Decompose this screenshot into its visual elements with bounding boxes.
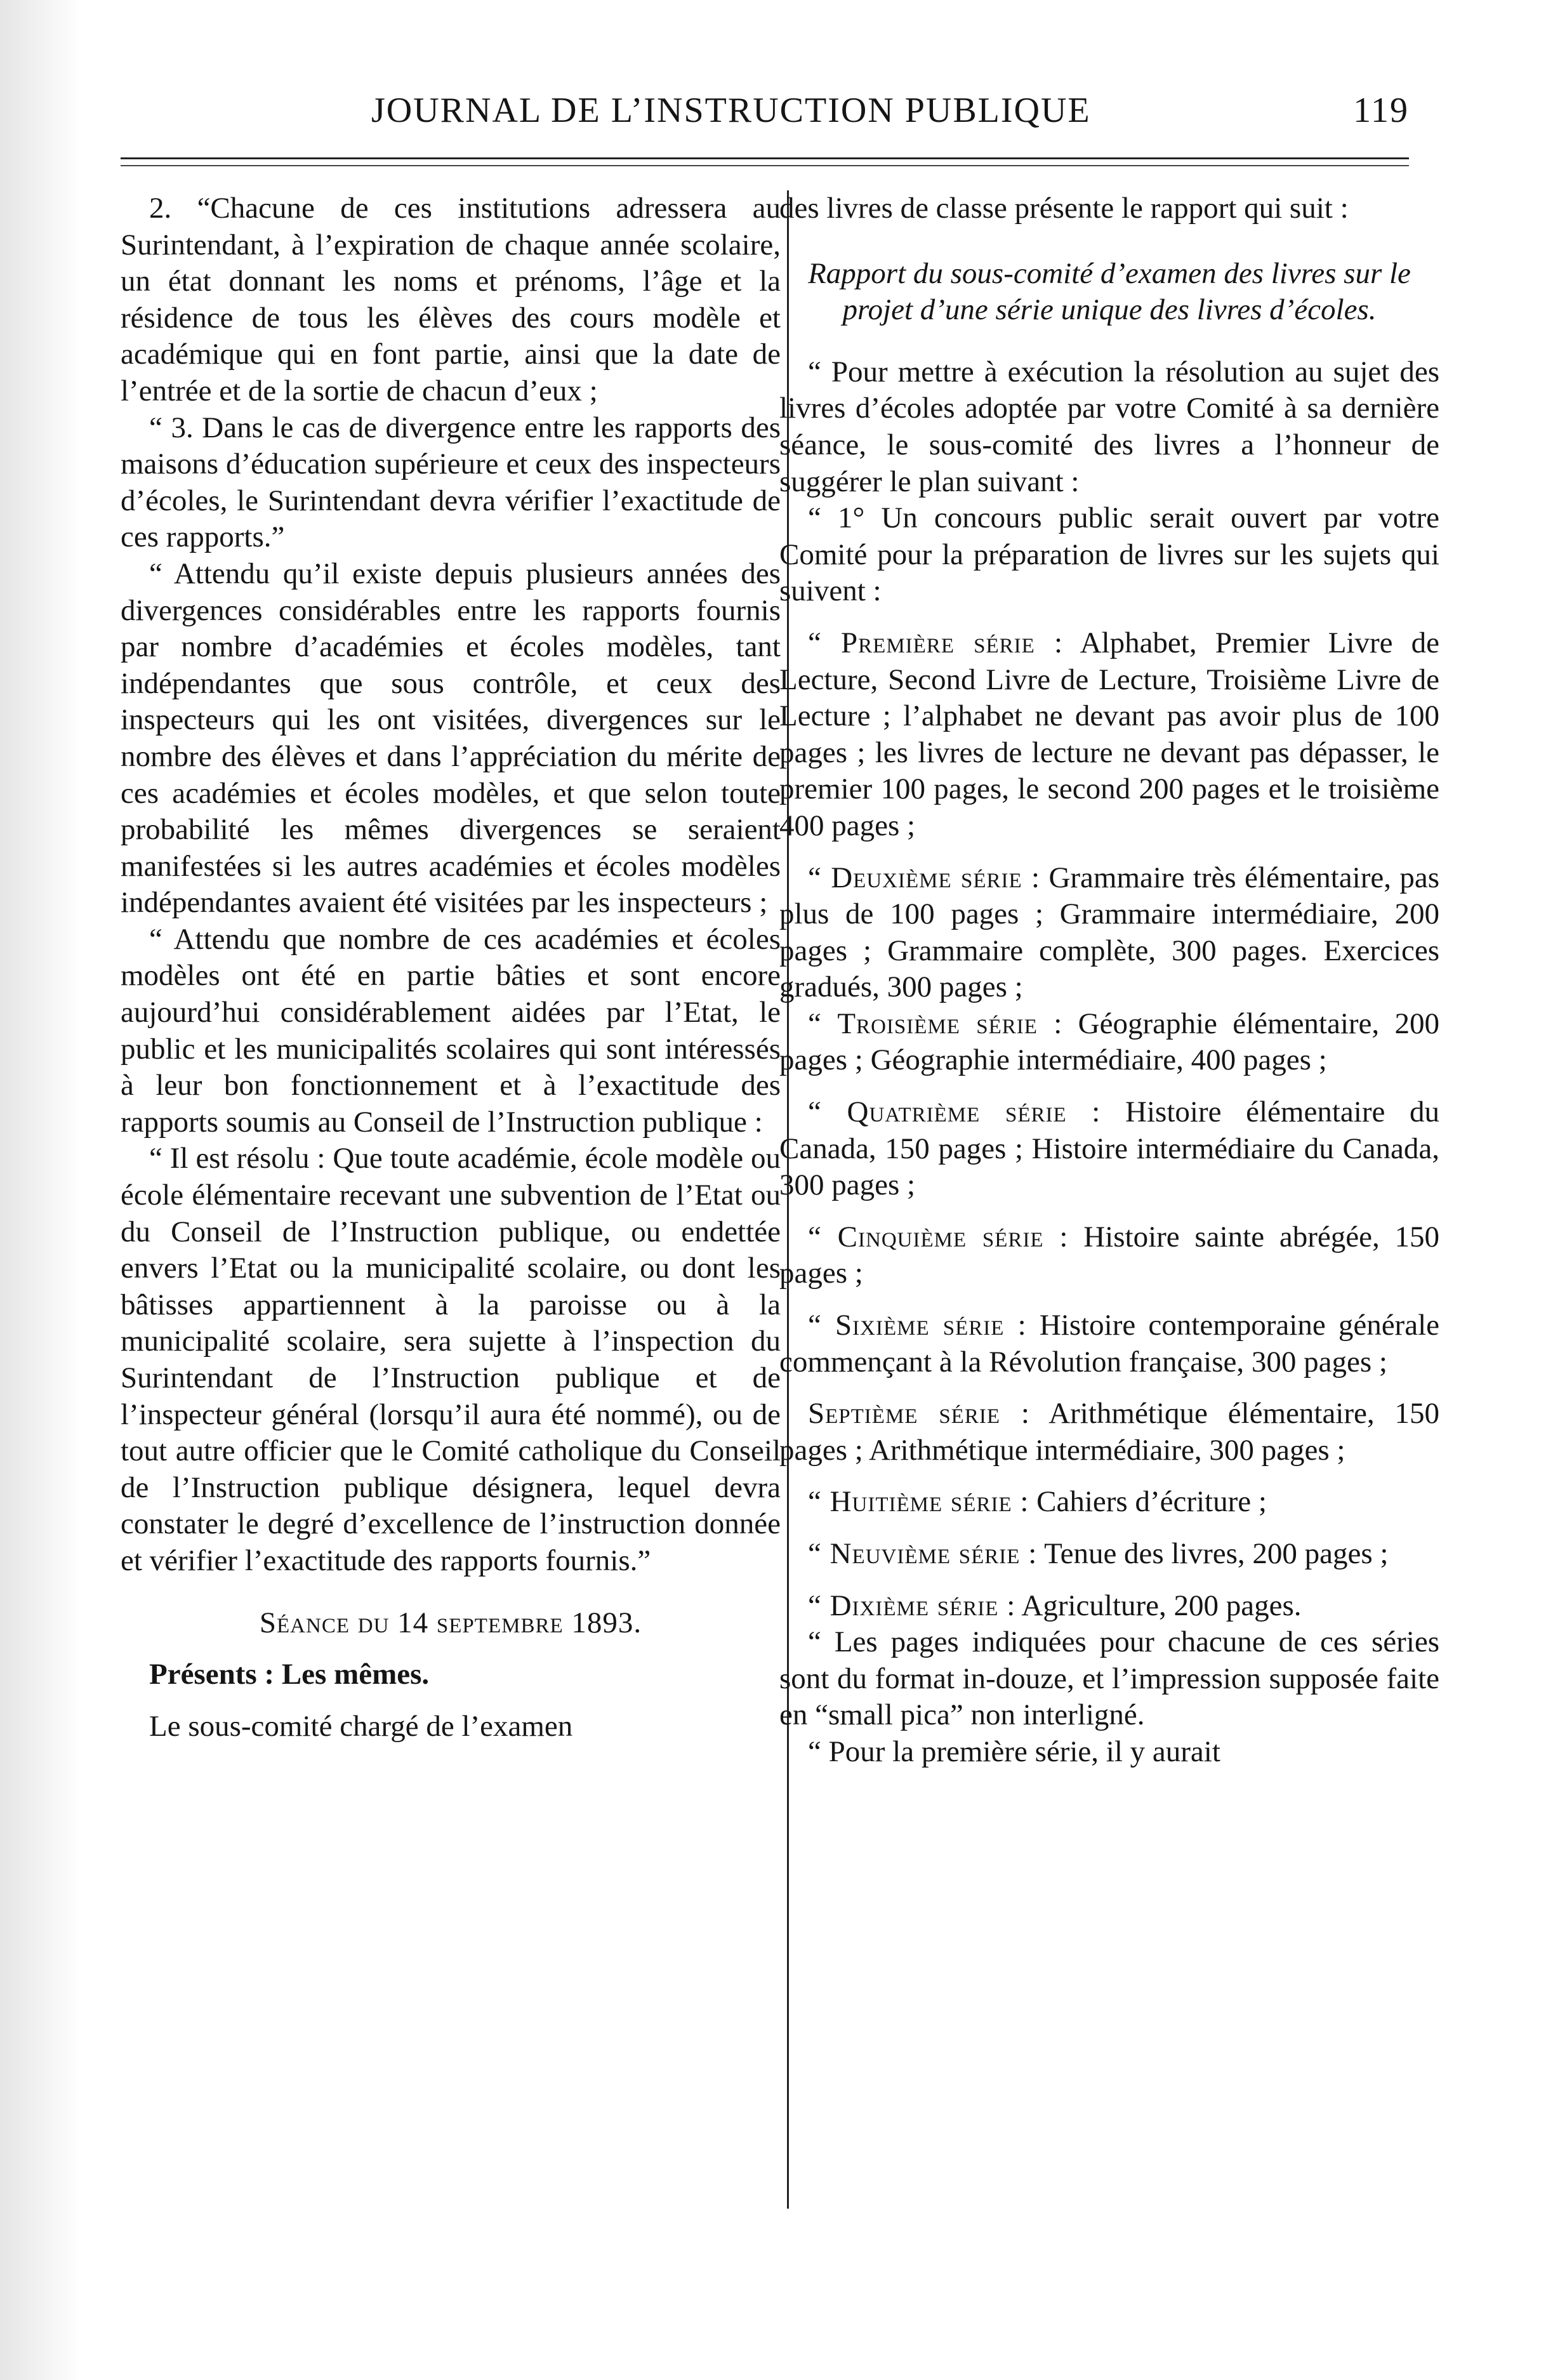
series-item (779, 1536, 1439, 1573)
series-text: Cahiers d’écriture ; (1029, 1485, 1267, 1519)
page-edge-shadow (0, 0, 83, 2380)
series-item (779, 1307, 1439, 1380)
series-label: “ Neuvième série : (808, 1537, 1038, 1570)
series-label: “ Deuxième série : (808, 861, 1041, 894)
paragraph: “ Pour la première série, il y aurait (808, 1735, 1220, 1768)
series-text: Histoire sainte abrégée, 150 pages ; (779, 1220, 1439, 1290)
series-label: “ Huitième série : (808, 1485, 1029, 1519)
series-text: Arithmétique élémentaire, 150 pages ; Arithmétique intermédiaire, 300 pages ; (779, 1397, 1440, 1467)
series-text: Grammaire très élémentaire, pas plus de 100 pages ; Grammaire intermédiaire, 200 pages ; Grammaire complète, 300 pages. Exercices gradués, 300 pages ; (779, 861, 1440, 1004)
series-label: “ Sixième série : (808, 1309, 1027, 1342)
series-text: Alphabet, Premier Livre de Lecture, Second Livre de Lecture, Troisième Livre de Lecture ; l’alphabet ne devant pas avoir plus de 100 pages ; les livres de lecture ne devant pas dépasser, le premier 100 pages, le second 200 pages et le troisième 400 pages ; (779, 626, 1439, 842)
series-label: “ Première série : (808, 626, 1064, 659)
series-text: Histoire contemporaine générale commençant à la Révolution française, 300 pages ; (779, 1309, 1439, 1378)
page-number: 119 (1353, 91, 1409, 130)
header-double-rule (121, 157, 1409, 166)
paragraph: “ 3. Dans le cas de divergence entre les rapports des maisons d’éducation supérieure et ceux des inspecteurs d’écoles, le Surintendant devra vérifier l’exactitude de ces rapports.” (121, 411, 781, 554)
series-item (779, 1588, 1439, 1625)
series-text: Tenue des livres, 200 pages ; (1037, 1537, 1389, 1570)
paragraph: “ Attendu que nombre de ces académies et écoles modèles ont été en partie bâties et sont encore aujourd’hui considérablement aidées par l’Etat, le public et les municipalités scolaires qui sont intéressés à leur bon fonctionnement et à l’exactitude des rapports soumis au Conseil de l’Instruction publique : (121, 922, 781, 1139)
paragraph: “ Les pages indiquées pour chacune de ces séries sont du format in-douze, et l’impression supposée faite en “small pica” non interligné. (779, 1625, 1439, 1732)
series-label: “ Troisième série : (808, 1007, 1063, 1040)
paragraph: 2. “Chacune de ces institutions adressera au Surintendant, à l’expiration de chaque année scolaire, un état donnant les noms et prénoms, l’âge et la résidence de tous les élèves des cours modèle et académique qui en font partie, ainsi que la date de l’entrée et de la sortie de chacun d’eux ; (121, 192, 781, 407)
right-column (779, 190, 1439, 1771)
series-item (779, 1396, 1439, 1469)
series-text: Géographie élémentaire, 200 pages ; Géographie intermédiaire, 400 pages ; (779, 1007, 1440, 1077)
paragraph: “ Pour mettre à exécution la résolution au sujet des livres d’écoles adoptée par votre Comité à sa dernière séance, le sous-comité des livres a l’honneur de suggérer le plan suivant : (779, 355, 1439, 498)
series-label: Septième série : (808, 1397, 1030, 1431)
series-label: “ Dixième série : (808, 1589, 1016, 1622)
series-item (779, 1219, 1439, 1292)
series-text: Histoire élémentaire du Canada, 150 pages ; Histoire intermédiaire du Canada, 300 pages ; (779, 1095, 1439, 1202)
series-item (779, 1094, 1439, 1204)
paragraph: Le sous-comité chargé de l’examen (149, 1709, 573, 1743)
series-item (779, 1484, 1439, 1521)
series-text: Agriculture, 200 pages. (1015, 1589, 1302, 1622)
series-label: “ Cinquième série : (808, 1220, 1069, 1253)
session-heading: Séance du 14 septembre 1893. (259, 1606, 642, 1639)
paragraph: des livres de classe présente le rapport qui suit : (779, 192, 1349, 225)
journal-title: JOURNAL DE L’INSTRUCTION PUBLIQUE (371, 91, 1091, 130)
series-item (779, 625, 1439, 845)
presents-line: Présents : Les mêmes. (149, 1658, 430, 1691)
paragraph: “ 1° Un concours public serait ouvert par votre Comité pour la préparation de livres sur les sujets qui suivent : (779, 501, 1439, 608)
report-title: Rapport du sous-comité d’examen des livres sur le projet d’une série unique des livres d’écoles. (808, 256, 1411, 327)
series-item (779, 1006, 1439, 1079)
left-column (121, 190, 781, 1745)
series-label: “ Quatrième série : (808, 1095, 1101, 1129)
paragraph: “ Il est résolu : Que toute académie, école modèle ou école élémentaire recevant une subvention de l’Etat ou du Conseil de l’Instruction publique, ou endettée envers l’Etat ou la municipalité scolaire, ou dont les bâtisses appartiennent à la paroisse ou à la municipalité scolaire, sera sujette à l’inspection du Surintendant de l’Instruction publique et de l’inspecteur général (lorsqu’il aura été nommé), ou de tout autre officier que le Comité catholique du Conseil de l’Instruction publique désignera, lequel devra constater le degré d’excellence de l’instruction donnée et vérifier l’exactitude des rapports fournis.” (121, 1142, 781, 1577)
running-head (336, 90, 1409, 141)
series-item (779, 860, 1439, 1006)
paragraph: “ Attendu qu’il existe depuis plusieurs années des divergences considérables entre les rapports fournis par nombre d’académies et écoles modèles, tant indépendantes que sous contrôle, et ceux des inspecteurs qui les ont visitées, divergences sur le nombre des élèves et dans l’appréciation du mérite de ces académies et écoles modèles, et que selon toute probabilité les mêmes divergences se seraient manifestées si les autres académies et écoles modèles indépendantes avaient été visitées par les inspecteurs ; (121, 557, 781, 920)
